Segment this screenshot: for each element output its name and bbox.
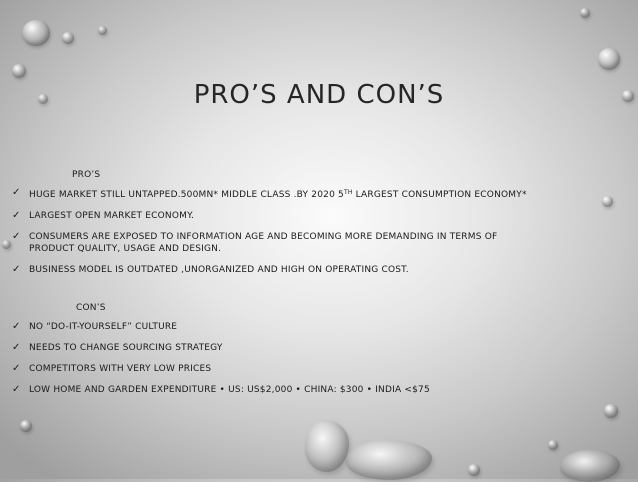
list-item	[12, 187, 612, 201]
list-item	[12, 231, 544, 255]
list-item	[12, 384, 612, 396]
list-item-text: NO “DO-IT-YOURSELF” CULTURE	[29, 322, 178, 332]
list-item-text: CONSUMERS ARE EXPOSED TO INFORMATION AGE AND BECOMING MORE DEMANDING IN TERMS OF PRODUCT QUALITY, USAGE AND DESIGN.	[29, 232, 498, 254]
pros-list	[12, 187, 612, 276]
slide-title: PRO’S AND CON’S	[193, 80, 445, 110]
water-drop-decoration	[20, 420, 32, 432]
water-blob-decoration	[560, 450, 620, 482]
list-item	[12, 264, 612, 276]
checkmark-icon: ✓	[12, 342, 21, 353]
list-item	[12, 342, 612, 354]
checkmark-icon: ✓	[12, 321, 21, 332]
checkmark-icon: ✓	[12, 187, 21, 198]
water-drop-decoration	[548, 440, 558, 450]
list-item-text: LOW HOME AND GARDEN EXPENDITURE • US: US$2,000 • CHINA: $300 • INDIA <$75	[29, 385, 430, 395]
water-drop-decoration	[604, 404, 618, 418]
water-drop-decoration	[580, 8, 590, 18]
list-item-text: NEEDS TO CHANGE SOURCING STRATEGY	[29, 343, 223, 353]
checkmark-icon: ✓	[12, 363, 21, 374]
water-drop-decoration	[62, 32, 74, 44]
checkmark-icon: ✓	[12, 231, 21, 242]
list-item	[12, 321, 612, 333]
list-item	[12, 363, 612, 375]
list-item-text: LARGEST OPEN MARKET ECONOMY.	[29, 211, 195, 221]
water-drop-decoration	[98, 26, 107, 35]
checkmark-icon: ✓	[12, 264, 21, 275]
checkmark-icon: ✓	[12, 384, 21, 395]
checkmark-icon: ✓	[12, 210, 21, 221]
water-drop-decoration	[12, 64, 26, 78]
pros-heading: PRO’S	[72, 170, 101, 180]
cons-heading: CON’S	[76, 303, 106, 313]
water-blob-decoration	[346, 440, 432, 480]
water-drop-decoration	[468, 464, 480, 476]
list-item-text: LARGEST CONSUMPTION ECONOMY*	[352, 190, 527, 200]
water-drop-decoration	[2, 240, 11, 249]
list-item-text: COMPETITORS WITH VERY LOW PRICES	[29, 364, 212, 374]
list-item-text: BUSINESS MODEL IS OUTDATED ,UNORGANIZED AND HIGH ON OPERATING COST.	[29, 265, 409, 275]
cons-list	[12, 321, 612, 396]
water-blob-decoration	[305, 420, 349, 472]
water-drop-decoration	[598, 48, 620, 70]
superscript-text: TH	[343, 189, 353, 196]
list-item	[12, 210, 612, 222]
water-drop-decoration	[22, 20, 50, 46]
list-item-text: HUGE MARKET STILL UNTAPPED.500MN* MIDDLE CLASS .BY 2020 5	[29, 190, 344, 200]
